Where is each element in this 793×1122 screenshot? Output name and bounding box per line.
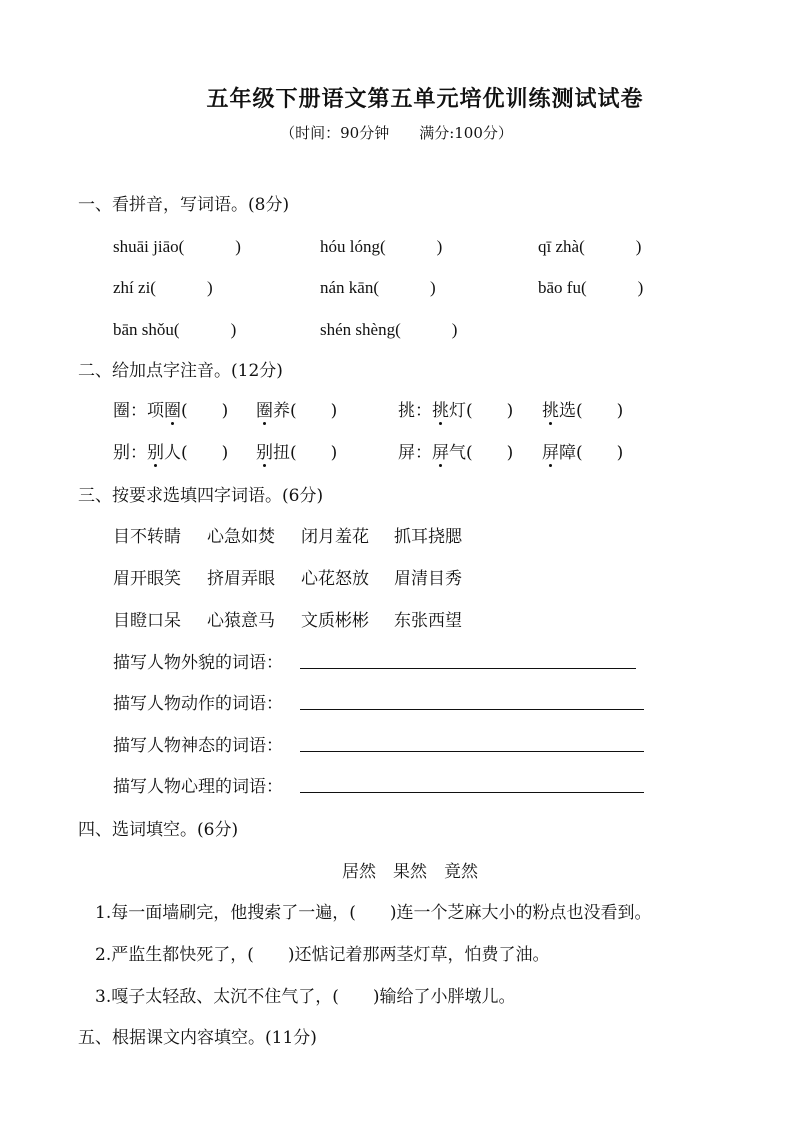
idiom: 心急如焚 bbox=[207, 527, 275, 547]
answer-line-psychology[interactable] bbox=[300, 792, 644, 793]
q2-heading: 二、给加点字注音。(12分) bbox=[78, 361, 283, 381]
dotted-char: 挑 bbox=[542, 396, 559, 421]
prompt-action: 描写人物动作的词语： bbox=[113, 694, 283, 714]
phonetic-row bbox=[113, 438, 228, 463]
word-part: 选( ) bbox=[559, 401, 624, 421]
phonetic-word bbox=[398, 396, 513, 421]
idiom: 挤眉弄眼 bbox=[207, 569, 275, 589]
idiom: 眉清目秀 bbox=[394, 569, 462, 589]
answer-blank: ( ) bbox=[181, 443, 229, 463]
pinyin-item: nán kān( ) bbox=[320, 278, 436, 297]
q1-heading: 一、看拼音，写词语。(8分) bbox=[78, 195, 290, 215]
q3-heading: 三、按要求选填四字词语。(6分) bbox=[78, 486, 324, 506]
pinyin-item: qī zhà( ) bbox=[538, 237, 642, 256]
phonetic-word bbox=[256, 438, 337, 463]
idiom: 目不转睛 bbox=[113, 527, 181, 547]
answer-line-expression[interactable] bbox=[300, 751, 644, 752]
phonetic-word bbox=[256, 396, 337, 421]
word-part: 气( ) bbox=[449, 443, 514, 463]
dotted-char: 屏 bbox=[542, 438, 559, 463]
phonetic-word bbox=[398, 438, 513, 463]
idiom: 文质彬彬 bbox=[301, 611, 369, 631]
pinyin-item: bān shǒu( ) bbox=[113, 320, 237, 339]
answer-blank: ( ) bbox=[181, 401, 229, 421]
pinyin-item: bāo fu( ) bbox=[538, 278, 644, 297]
q4-heading: 四、选词填空。(6分) bbox=[78, 820, 239, 840]
idiom: 心猿意马 bbox=[207, 611, 275, 631]
sentence-2: 2.严监生都快死了，( )还惦记着那两茎灯草，怕费了油。 bbox=[95, 945, 550, 965]
dotted-char: 圈 bbox=[256, 396, 273, 421]
q5-heading: 五、根据课文内容填空。(11分) bbox=[78, 1028, 317, 1048]
word-part: 项 bbox=[147, 401, 164, 421]
prompt-expression: 描写人物神态的词语： bbox=[113, 736, 283, 756]
word-options: 居然 果然 竟然 bbox=[342, 862, 478, 882]
dotted-char: 挑 bbox=[432, 396, 449, 421]
dotted-char: 屏 bbox=[432, 438, 449, 463]
pinyin-item: shén shèng( ) bbox=[320, 320, 458, 339]
phonetic-row bbox=[113, 396, 228, 421]
word-part: 人 bbox=[164, 443, 181, 463]
word-part: 扭( ) bbox=[273, 443, 338, 463]
idiom: 闭月羞花 bbox=[301, 527, 369, 547]
target-char: 屏： bbox=[398, 443, 432, 463]
pinyin-item: hóu lóng( ) bbox=[320, 237, 443, 256]
pinyin-item: zhí zi( ) bbox=[113, 278, 213, 297]
prompt-appearance: 描写人物外貌的词语： bbox=[113, 653, 283, 673]
idiom: 眉开眼笑 bbox=[113, 569, 181, 589]
target-char: 圈： bbox=[113, 401, 147, 421]
dotted-char: 别 bbox=[256, 438, 273, 463]
word-part: 灯( ) bbox=[449, 401, 514, 421]
phonetic-word bbox=[542, 438, 623, 463]
word-part: 障( ) bbox=[559, 443, 624, 463]
exam-info: （时间：90分钟 满分:100分） bbox=[280, 124, 513, 142]
idiom: 目瞪口呆 bbox=[113, 611, 181, 631]
target-char: 别： bbox=[113, 443, 147, 463]
idiom: 东张西望 bbox=[394, 611, 462, 631]
idiom: 抓耳挠腮 bbox=[394, 527, 462, 547]
dotted-char: 别 bbox=[147, 438, 164, 463]
word-part: 养( ) bbox=[273, 401, 338, 421]
dotted-char: 圈 bbox=[164, 396, 181, 421]
answer-line-action[interactable] bbox=[300, 709, 644, 710]
target-char: 挑： bbox=[398, 401, 432, 421]
prompt-psychology: 描写人物心理的词语： bbox=[113, 777, 283, 797]
sentence-1: 1.每一面墙刷完，他搜索了一遍，( )连一个芝麻大小的粉点也没看到。 bbox=[95, 903, 652, 923]
page-title: 五年级下册语文第五单元培优训练测试试卷 bbox=[206, 86, 644, 112]
phonetic-word bbox=[542, 396, 623, 421]
idiom: 心花怒放 bbox=[301, 569, 369, 589]
sentence-3: 3.嘎子太轻敌、太沉不住气了，( )输给了小胖墩儿。 bbox=[95, 987, 516, 1007]
answer-line-appearance[interactable] bbox=[300, 668, 636, 669]
pinyin-item: shuāi jiāo( ) bbox=[113, 237, 241, 256]
